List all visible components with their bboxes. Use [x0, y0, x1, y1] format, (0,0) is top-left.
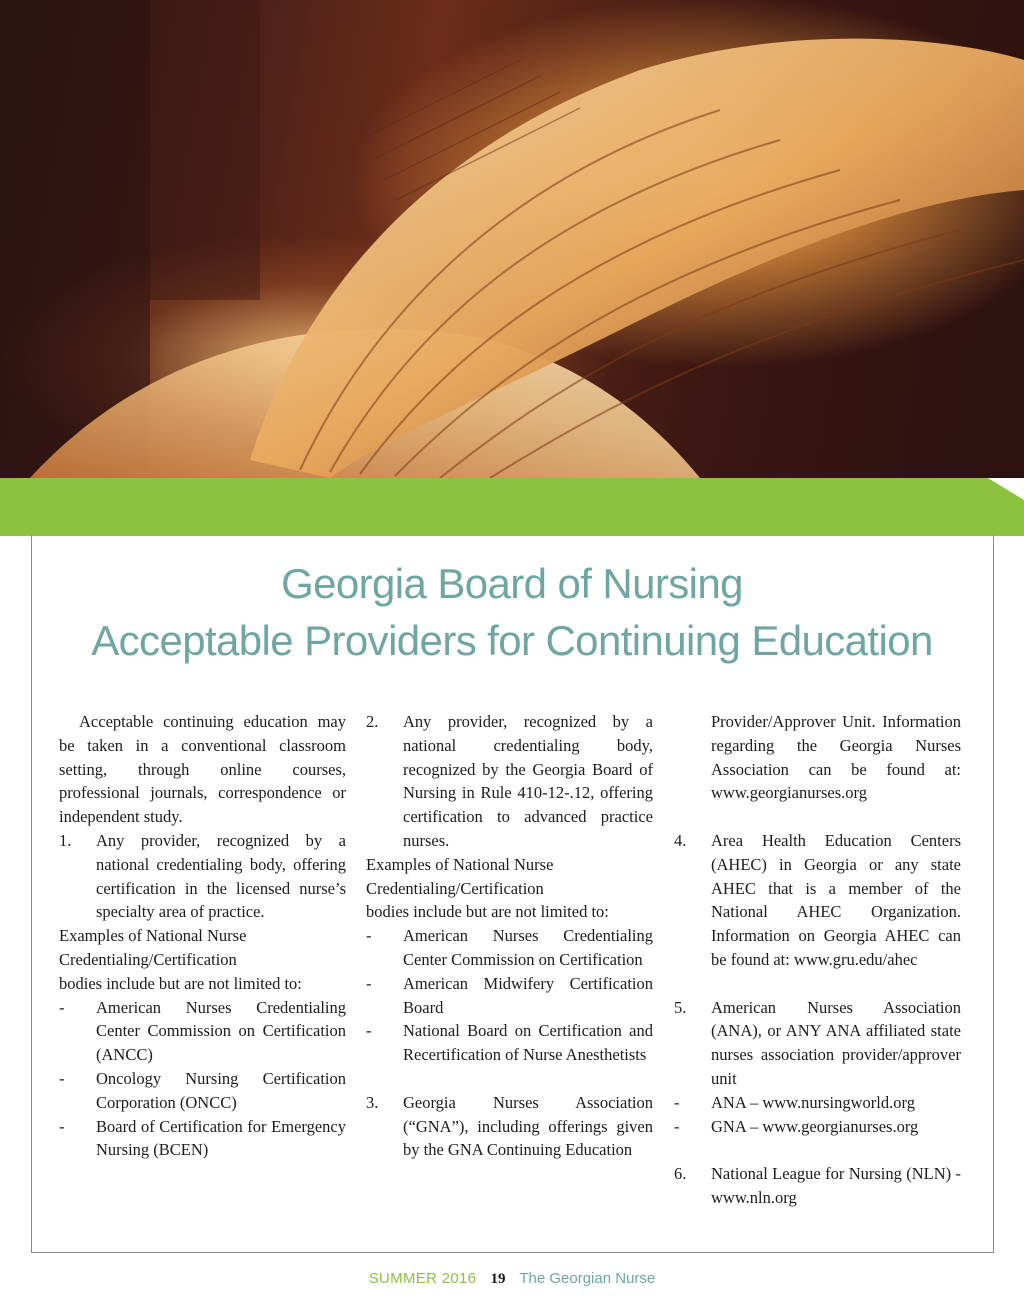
hero-book-photo — [0, 0, 1024, 478]
green-accent-band — [0, 478, 1024, 536]
list-number: 5. — [674, 997, 687, 1017]
list-number: 6. — [674, 1164, 687, 1184]
column-2 — [366, 710, 653, 1162]
examples-line-1: Examples of National Nurse — [366, 854, 554, 874]
spacer — [366, 1067, 653, 1091]
list-item-text: Area Health Education Centers (AHEC) in Georgia or any state AHEC that is a member of the National AHEC Organization. Information on Georgia AHEC can be found at: www.gru.edu/ahec — [711, 830, 961, 969]
spacer — [674, 1138, 961, 1162]
bullet-item — [59, 1115, 346, 1163]
title-line-2: Acceptable Providers for Continuing Education — [91, 617, 933, 664]
list-number: 3. — [366, 1092, 379, 1112]
title-line-1: Georgia Board of Nursing — [281, 560, 743, 607]
bullet-item — [59, 996, 346, 1067]
list-item-text: Any provider, recognized by a national credentialing body, offering certification in the licensed nurse’s specialty area of practice. — [96, 830, 346, 922]
page-number: 19 — [490, 1271, 506, 1287]
article-title — [0, 555, 1024, 669]
dash-marker: - — [366, 926, 372, 946]
bullet-text: National Board on Certification and Recertification of Nurse Anesthetists — [403, 1021, 653, 1065]
list-number: 2. — [366, 712, 379, 731]
dash-marker: - — [366, 973, 372, 993]
bullet-text: American Nurses Credentialing Center Commission on Certification (ANCC) — [96, 997, 346, 1065]
spacer — [674, 805, 961, 829]
examples-line-2: Credentialing/Certification — [59, 949, 237, 969]
bullet-item — [674, 1115, 961, 1139]
page-footer — [0, 1268, 1024, 1290]
bullet-text: Board of Certification for Emergency Nursing (BCEN) — [96, 1116, 346, 1160]
list-number: 1. — [59, 830, 72, 850]
dash-marker: - — [366, 1021, 372, 1041]
list-item-3 — [366, 1091, 653, 1162]
dash-marker: - — [59, 997, 65, 1017]
list-item-text: Any provider, recognized by a national credentialing body, recognized by the Georgia Board of Nursing in Rule 410-12-.12, offering certification to advanced practice nurses. — [403, 712, 653, 850]
bullet-text: GNA – www.georgianurses.org — [711, 1116, 919, 1136]
bullet-text: ANA – www.nursingworld.org — [711, 1092, 915, 1112]
list-item-text: Georgia Nurses Association (“GNA”), including offerings given by the GNA Continuing Education — [403, 1092, 653, 1160]
examples-line-1: Examples of National Nurse — [59, 926, 247, 946]
bullet-item — [366, 924, 653, 972]
list-item-text: National League for Nursing (NLN) - www.nln.org — [711, 1164, 961, 1207]
examples-line-3: bodies include but are not limited to: — [366, 902, 609, 922]
bullet-item — [366, 972, 653, 1020]
dash-marker: - — [674, 1092, 680, 1112]
list-item-text: Provider/Approver Unit. Information regarding the Georgia Nurses Association can be found at: www.georgianurses.org — [711, 712, 961, 803]
bullet-item — [674, 1091, 961, 1115]
dash-marker: - — [674, 1116, 680, 1136]
bullet-text: American Nurses Credentialing Center Commission on Certification — [403, 926, 653, 969]
bullet-item — [366, 1019, 653, 1067]
list-item-6 — [674, 1162, 961, 1210]
intro-paragraph: Acceptable continuing education may be taken in a conventional classroom setting, through online courses, professional journals, correspondence or independent study. — [59, 712, 346, 827]
bullet-text: Oncology Nursing Certification Corporation (ONCC) — [96, 1068, 346, 1112]
list-item-5 — [674, 996, 961, 1091]
spacer — [674, 972, 961, 996]
bullet-item — [59, 1067, 346, 1115]
magazine-name: The Georgian Nurse — [519, 1270, 656, 1287]
issue-season: SUMMER 2016 — [368, 1270, 477, 1287]
column-1 — [59, 710, 346, 1162]
list-item-text: American Nurses Association (ANA), or ANY ANA affiliated state nurses association provider/approver unit — [711, 997, 961, 1088]
dash-marker: - — [59, 1068, 65, 1088]
open-book-icon — [0, 0, 1024, 478]
bullet-text: American Midwifery Certification Board — [403, 973, 653, 1017]
list-item-1 — [59, 829, 346, 924]
column-3 — [674, 710, 961, 1210]
list-item-4 — [674, 829, 961, 972]
list-number: 4. — [674, 830, 687, 850]
list-item-2 — [366, 710, 653, 853]
examples-line-3: bodies include but are not limited to: — [59, 973, 302, 993]
list-item-3-continued — [674, 710, 961, 805]
dash-marker: - — [59, 1116, 65, 1136]
examples-line-2: Credentialing/Certification — [366, 878, 544, 898]
